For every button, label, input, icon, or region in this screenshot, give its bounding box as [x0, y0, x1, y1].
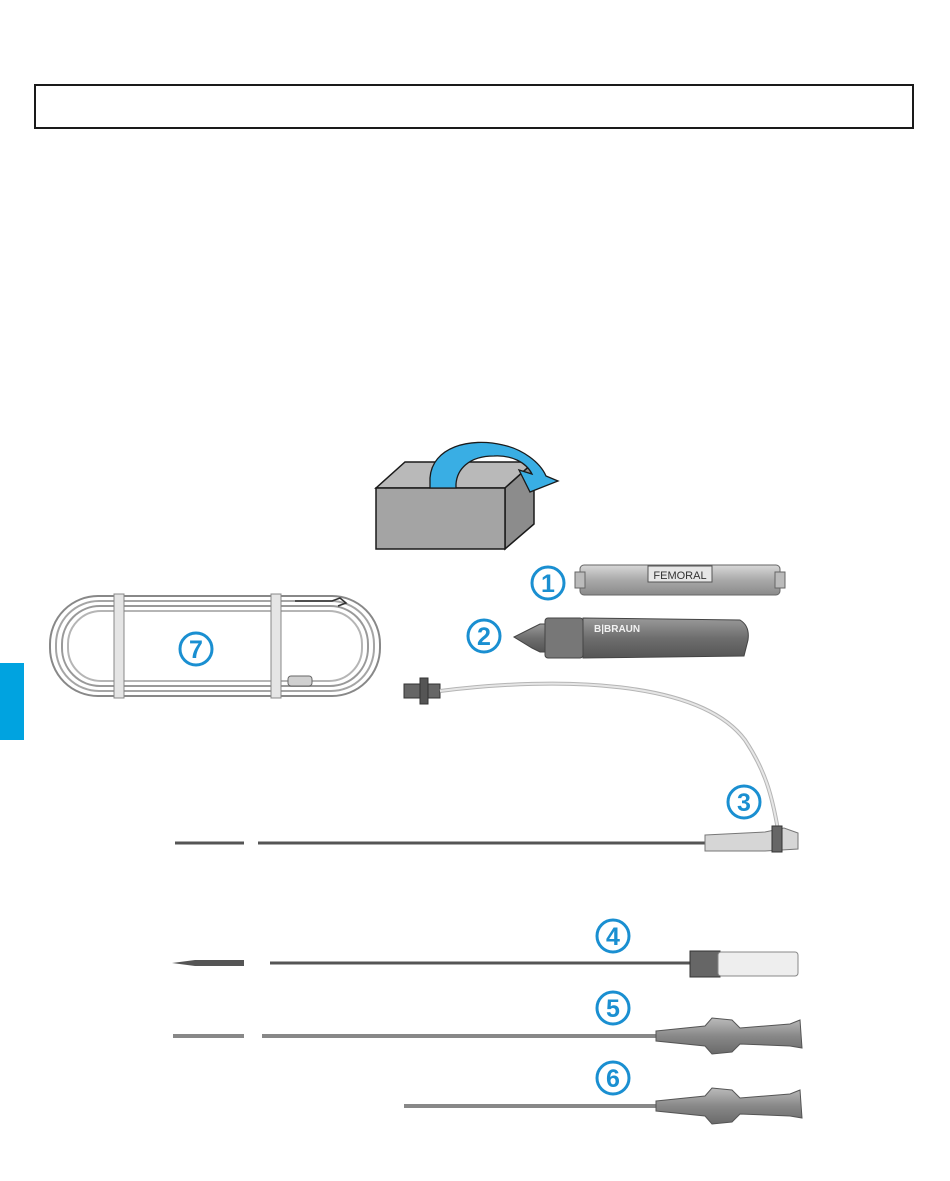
badge-5-number: 5 — [606, 995, 620, 1023]
catheter — [175, 678, 798, 852]
dilator-large — [173, 992, 802, 1054]
dilator-small — [404, 1062, 802, 1124]
badge-1-number: 1 — [541, 570, 555, 598]
femoral-clamp — [532, 565, 785, 599]
badge-3-number: 3 — [737, 789, 751, 817]
holder-brand: B|BRAUN — [594, 624, 641, 635]
badge-7-number: 7 — [189, 636, 203, 664]
clamp-label: FEMORAL — [653, 570, 707, 582]
coiled-guidewire — [50, 594, 380, 698]
puncture-needle — [172, 920, 798, 977]
badge-2-number: 2 — [477, 623, 491, 651]
badge-4-number: 4 — [606, 923, 620, 951]
needle-holder — [468, 618, 748, 658]
badge-6-number: 6 — [606, 1065, 620, 1093]
box-turn-icon — [376, 442, 558, 549]
